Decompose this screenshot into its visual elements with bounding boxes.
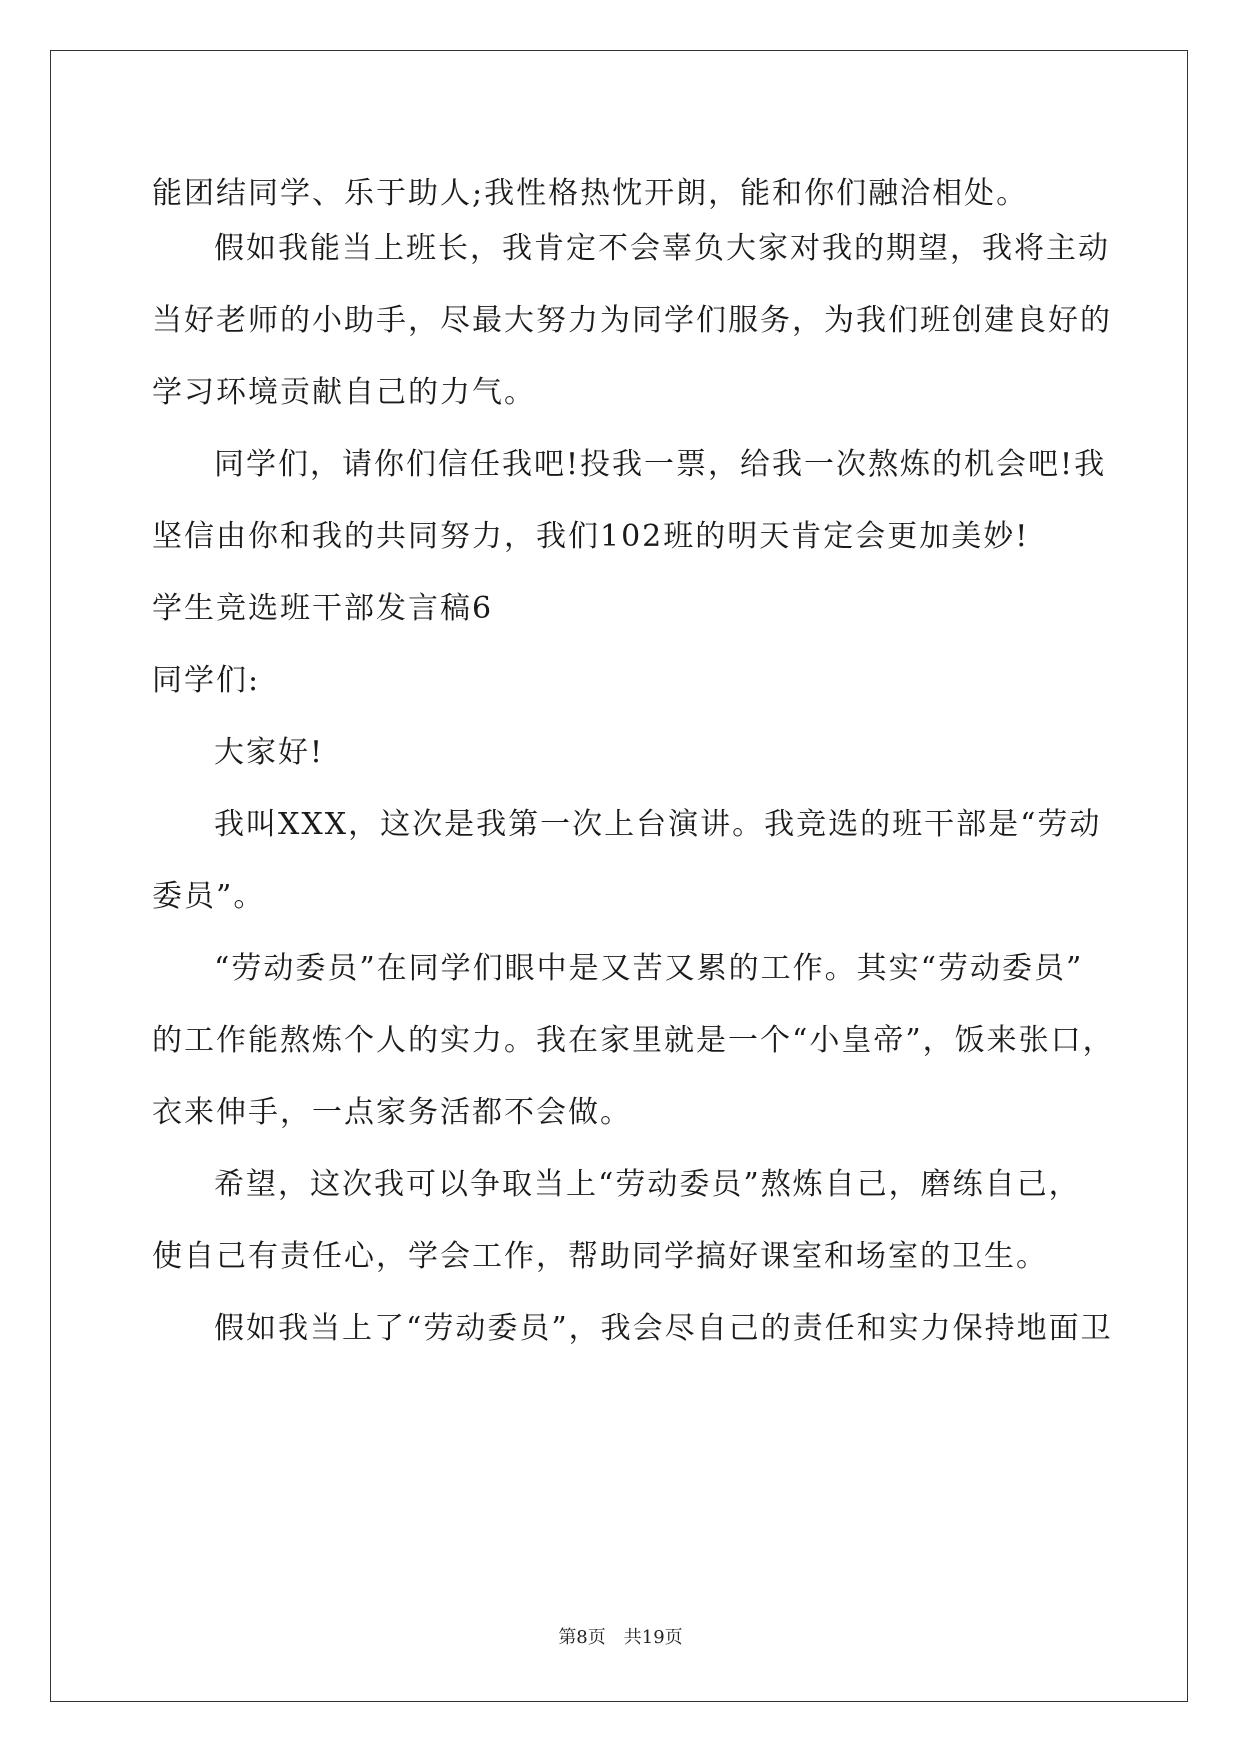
page-total: 共19页 bbox=[623, 1627, 683, 1648]
text-line: 衣来伸手，一点家务活都不会做。 bbox=[152, 1095, 632, 1130]
text-line: 假如我能当上班长，我肯定不会辜负大家对我的期望，我将主动 bbox=[214, 231, 1110, 266]
text-line: 同学们，请你们信任我吧!投我一票，给我一次熬炼的机会吧!我 bbox=[214, 447, 1107, 482]
text-line: 当好老师的小助手，尽最大努力为同学们服务，为我们班创建良好的 bbox=[152, 303, 1112, 338]
text-line: “劳动委员”在同学们眼中是又苦又累的工作。其实“劳动委员” bbox=[214, 951, 1084, 986]
text-line: 委员”。 bbox=[152, 879, 266, 914]
page-number: 第8页 bbox=[558, 1627, 606, 1648]
text-line: 的工作能熬炼个人的实力。我在家里就是一个“小皇帝”，饭来张口， bbox=[152, 1023, 1115, 1058]
text-line: 希望，这次我可以争取当上“劳动委员”熬炼自己，磨练自己， bbox=[214, 1167, 1081, 1202]
text-line: 学习环境贡献自己的力气。 bbox=[152, 375, 536, 410]
page-border bbox=[50, 50, 1188, 1702]
text-line: 能团结同学、乐于助人;我性格热忱开朗，能和你们融洽相处。 bbox=[152, 176, 1029, 211]
page-footer bbox=[0, 1626, 1241, 1650]
text-line: 坚信由你和我的共同努力，我们102班的明天肯定会更加美妙! bbox=[152, 519, 1030, 554]
section-heading: 学生竞选班干部发言稿6 bbox=[152, 591, 494, 626]
salutation: 同学们: bbox=[152, 663, 261, 698]
text-line: 假如我当上了“劳动委员”，我会尽自己的责任和实力保持地面卫 bbox=[214, 1311, 1113, 1346]
text-line: 使自己有责任心，学会工作，帮助同学搞好课室和场室的卫生。 bbox=[152, 1239, 1048, 1274]
text-line: 我叫XXX，这次是我第一次上台演讲。我竞选的班干部是“劳动 bbox=[214, 807, 1102, 842]
greeting: 大家好! bbox=[214, 735, 325, 770]
